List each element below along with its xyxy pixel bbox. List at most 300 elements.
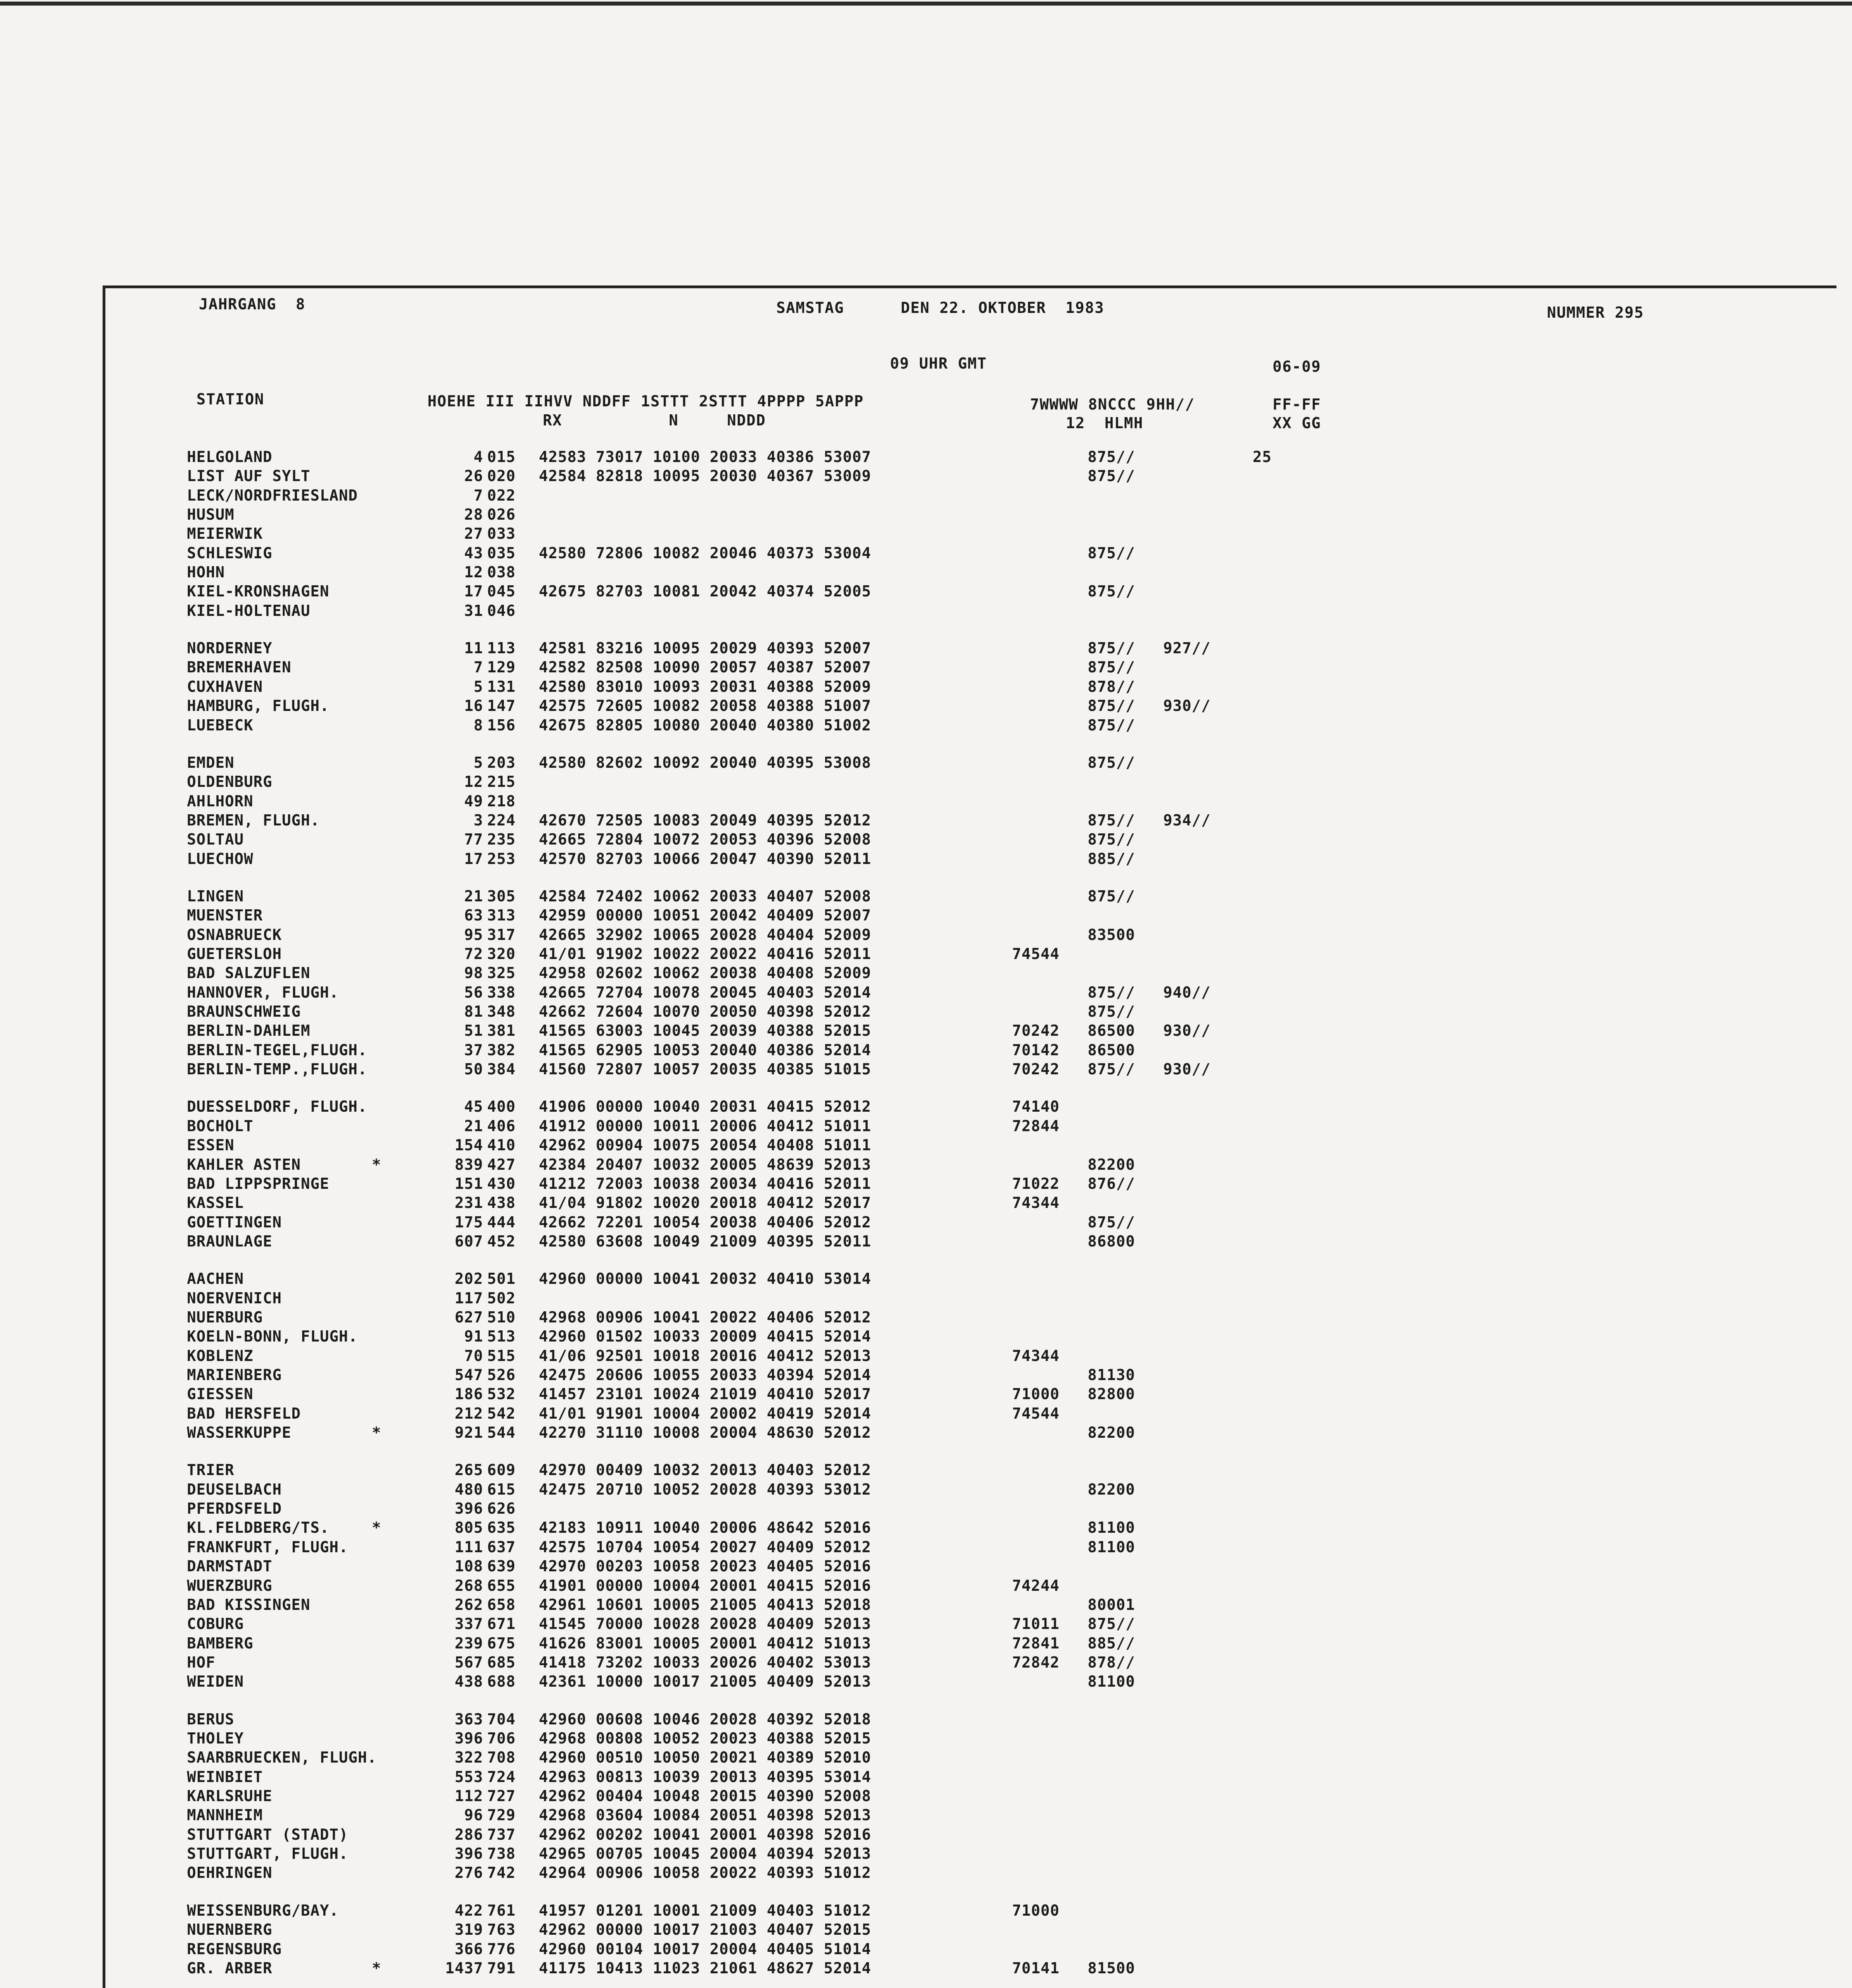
cloud-group: 875// (1088, 448, 1135, 466)
synop-groups: 41175 10413 11023 21061 48627 52014 (539, 1959, 871, 1977)
station-height: 63 (464, 907, 483, 924)
cloud-group: 875// (1088, 639, 1135, 657)
station-index: 203 (487, 754, 516, 771)
station-height: 56 (464, 984, 483, 1001)
synop-groups: 41212 72003 10038 20034 40416 52011 (539, 1175, 871, 1192)
station-height: 70 (464, 1347, 483, 1365)
station-height: 422 (455, 1902, 483, 1919)
station-index: 382 (487, 1041, 516, 1059)
cloud-group: 875// (1088, 544, 1135, 562)
station-height: 49 (464, 792, 483, 810)
synop-groups: 42270 31110 10008 20004 48630 52012 (539, 1424, 871, 1441)
station-name: WEISSENBURG/BAY. (187, 1902, 339, 1919)
station-height: 547 (455, 1366, 483, 1384)
station-name: ESSEN (187, 1136, 235, 1154)
weather-group: 70142 (1012, 1041, 1060, 1059)
station-index: 444 (487, 1213, 516, 1231)
synop-groups: 41906 00000 10040 20031 40415 52012 (539, 1098, 871, 1115)
station-height: 607 (455, 1233, 483, 1250)
synop-groups: 42575 72605 10082 20058 40388 51007 (539, 697, 871, 714)
station-height: 151 (455, 1175, 483, 1192)
synop-groups: 41957 01201 10001 21009 40403 51012 (539, 1902, 871, 1919)
station-index: 724 (487, 1768, 516, 1786)
station-name: BERLIN-DAHLEM (187, 1022, 311, 1039)
station-height: 337 (455, 1615, 483, 1633)
station-name: MUENSTER (187, 907, 263, 924)
issue-number: NUMMER 295 (1547, 304, 1644, 321)
station-height: 16 (464, 697, 483, 714)
station-height: 26 (464, 467, 483, 485)
station-name: LIST AUF SYLT (187, 467, 311, 485)
weather-group: 71000 (1012, 1902, 1060, 1919)
station-height: 81 (464, 1003, 483, 1020)
cloud-group: 875// (1088, 984, 1135, 1001)
cloud-group: 885// (1088, 850, 1135, 868)
synop-groups: 42580 72806 10082 20046 40373 53004 (539, 544, 871, 562)
station-name: KIEL-KRONSHAGEN (187, 582, 330, 600)
station-index: 317 (487, 926, 516, 944)
synop-groups: 42475 20710 10052 20028 40393 53012 (539, 1481, 871, 1498)
cloud-group: 82200 (1088, 1156, 1135, 1173)
station-index: 215 (487, 773, 516, 790)
weather-group: 71022 (1012, 1175, 1060, 1192)
observation-time: 09 UHR GMT (890, 355, 987, 372)
station-name: LECK/NORDFRIESLAND (187, 487, 358, 504)
station-index: 742 (487, 1864, 516, 1881)
jahrgang: JAHRGANG 8 (199, 295, 306, 313)
station-index: 022 (487, 487, 516, 504)
station-name: MARIENBERG (187, 1366, 282, 1384)
station-index: 410 (487, 1136, 516, 1154)
station-name: BAD LIPPSPRINGE (187, 1175, 330, 1192)
station-index: 038 (487, 563, 516, 581)
cloud-group: 81100 (1088, 1673, 1135, 1690)
station-height: 98 (464, 964, 483, 982)
station-height: 805 (455, 1519, 483, 1536)
station-index: 015 (487, 448, 516, 466)
station-index: 020 (487, 467, 516, 485)
station-name: OSNABRUECK (187, 926, 282, 944)
column-right: 7WWWW 8NCCC 9HH// (1030, 396, 1195, 413)
station-index: 727 (487, 1787, 516, 1805)
station-index: 338 (487, 984, 516, 1001)
synop-groups: 41565 62905 10053 20040 40386 52014 (539, 1041, 871, 1059)
station-height: 480 (455, 1481, 483, 1498)
column-codes: HOEHE III IIHVV NDDFF 1STTT 2STTT 4PPPP 5APPP (428, 392, 864, 410)
cloud-group: 875// (1088, 467, 1135, 485)
station-name: NUERNBERG (187, 1921, 272, 1938)
station-index: 791 (487, 1959, 516, 1977)
cloud-group: 86500 (1088, 1041, 1135, 1059)
station-name: KOELN-BONN, FLUGH. (187, 1328, 358, 1345)
station-name: GOETTINGEN (187, 1213, 282, 1231)
synop-groups: 42580 83010 10093 20031 40388 52009 (539, 678, 871, 695)
station-index: 501 (487, 1270, 516, 1287)
station-name: PFERDSFELD (187, 1500, 282, 1517)
station-index: 320 (487, 945, 516, 963)
station-index: 704 (487, 1710, 516, 1728)
station-index: 502 (487, 1289, 516, 1307)
station-name: KAHLER ASTEN (187, 1156, 301, 1173)
station-name: AACHEN (187, 1270, 244, 1287)
cloud-group: 81100 (1088, 1538, 1135, 1556)
station-height: 286 (455, 1826, 483, 1843)
synop-groups: 42960 00104 10017 20004 40405 51014 (539, 1940, 871, 1958)
synop-groups: 42584 72402 10062 20033 40407 52008 (539, 887, 871, 905)
column-right-sub: 12 HLMH (1066, 414, 1144, 432)
station-name: KOBLENZ (187, 1347, 254, 1365)
station-name: STUTTGART (STADT) (187, 1826, 348, 1843)
weather-group: 74344 (1012, 1347, 1060, 1365)
station-index: 224 (487, 812, 516, 829)
cloud-group: 81130 (1088, 1366, 1135, 1384)
synop-groups: 42475 20606 10055 20033 40394 52014 (539, 1366, 871, 1384)
station-index: 737 (487, 1826, 516, 1843)
station-index: 381 (487, 1022, 516, 1039)
synop-groups: 42961 10601 10005 21005 40413 52018 (539, 1596, 871, 1613)
synop-groups: 42665 72704 10078 20045 40403 52014 (539, 984, 871, 1001)
station-index: 708 (487, 1749, 516, 1766)
station-index: 615 (487, 1481, 516, 1498)
station-name: NORDERNEY (187, 639, 272, 657)
cloud-group: 82200 (1088, 1424, 1135, 1441)
station-index: 658 (487, 1596, 516, 1613)
cloud-group: 80001 (1088, 1596, 1135, 1613)
station-name: DUESSELDORF, FLUGH. (187, 1098, 367, 1115)
station-height: 175 (455, 1213, 483, 1231)
station-name: DEUSELBACH (187, 1481, 282, 1498)
station-index: 026 (487, 506, 516, 523)
station-name: KARLSRUHE (187, 1787, 272, 1805)
station-name: LINGEN (187, 887, 244, 905)
cloud-group: 875// (1088, 887, 1135, 905)
station-height: 396 (455, 1500, 483, 1517)
station-height: 21 (464, 887, 483, 905)
station-index: 510 (487, 1309, 516, 1326)
synop-groups: 42970 00409 10032 20013 40403 52012 (539, 1461, 871, 1479)
station-index: 430 (487, 1175, 516, 1192)
station-name: CUXHAVEN (187, 678, 263, 695)
station-index: 544 (487, 1424, 516, 1441)
station-index: 045 (487, 582, 516, 600)
synop-groups: 42962 00904 10075 20054 40408 51011 (539, 1136, 871, 1154)
column-ff-sub: XX GG (1273, 414, 1321, 432)
synop-groups: 42960 00608 10046 20028 40392 52018 (539, 1710, 871, 1728)
hh-group: 930// (1163, 1022, 1211, 1039)
station-index: 688 (487, 1673, 516, 1690)
station-height: 91 (464, 1328, 483, 1345)
synop-groups: 42958 02602 10062 20038 40408 52009 (539, 964, 871, 982)
station-name: SOLTAU (187, 831, 244, 848)
synop-groups: 41565 63003 10045 20039 40388 52015 (539, 1022, 871, 1039)
station-height: 262 (455, 1596, 483, 1613)
station-index: 035 (487, 544, 516, 562)
cloud-group: 875// (1088, 582, 1135, 600)
station-height: 112 (455, 1787, 483, 1805)
station-name: TRIER (187, 1461, 235, 1479)
weather-group: 70242 (1012, 1060, 1060, 1078)
cloud-group: 885// (1088, 1635, 1135, 1652)
station-height: 322 (455, 1749, 483, 1766)
station-name: THOLEY (187, 1730, 244, 1747)
station-index: 305 (487, 887, 516, 905)
station-name: EMDEN (187, 754, 235, 771)
station-index: 542 (487, 1405, 516, 1422)
station-height: 43 (464, 544, 483, 562)
synop-groups: 41457 23101 10024 21019 40410 52017 (539, 1385, 871, 1403)
cloud-group: 82200 (1088, 1481, 1135, 1498)
station-index: 218 (487, 792, 516, 810)
synop-groups: 42962 00202 10041 20001 40398 52016 (539, 1826, 871, 1843)
weather-group: 70242 (1012, 1022, 1060, 1039)
station-name: LUEBECK (187, 716, 254, 734)
gust-period: 06-09 (1273, 358, 1321, 375)
table-frame (103, 285, 1836, 1988)
station-index: 033 (487, 525, 516, 542)
cloud-group: 81100 (1088, 1519, 1135, 1536)
station-height: 72 (464, 945, 483, 963)
cloud-group: 875// (1088, 812, 1135, 829)
cloud-group: 875// (1088, 1213, 1135, 1231)
mountain-marker: * (372, 1519, 381, 1536)
weather-group: 71000 (1012, 1385, 1060, 1403)
station-name: BREMERHAVEN (187, 658, 292, 676)
synop-groups: 42675 82703 10081 20042 40374 52005 (539, 582, 871, 600)
station-height: 154 (455, 1136, 483, 1154)
synop-groups: 42675 82805 10080 20040 40380 51002 (539, 716, 871, 734)
synop-groups: 42968 00906 10041 20022 40406 52012 (539, 1309, 871, 1326)
station-height: 77 (464, 831, 483, 848)
synop-groups: 42960 01502 10033 20009 40415 52014 (539, 1328, 871, 1345)
date: DEN 22. OKTOBER 1983 (901, 299, 1104, 316)
station-name: MEIERWIK (187, 525, 263, 542)
station-index: 776 (487, 1940, 516, 1958)
station-index: 253 (487, 850, 516, 868)
station-name: KASSEL (187, 1194, 244, 1211)
station-name: OLDENBURG (187, 773, 272, 790)
station-height: 28 (464, 506, 483, 523)
station-name: NUERBURG (187, 1309, 263, 1326)
station-height: 567 (455, 1654, 483, 1671)
station-index: 513 (487, 1328, 516, 1345)
station-name: SCHLESWIG (187, 544, 272, 562)
synop-groups: 42580 82602 10092 20040 40395 53008 (539, 754, 871, 771)
station-height: 50 (464, 1060, 483, 1078)
station-height: 96 (464, 1806, 483, 1824)
station-index: 729 (487, 1806, 516, 1824)
station-name: KL.FELDBERG/TS. (187, 1519, 330, 1536)
synop-groups: 42384 20407 10032 20005 48639 52013 (539, 1156, 871, 1173)
station-name: BREMEN, FLUGH. (187, 812, 320, 829)
station-name: HANNOVER, FLUGH. (187, 984, 339, 1001)
station-name: GUETERSLOH (187, 945, 282, 963)
station-index: 129 (487, 658, 516, 676)
cloud-group: 875// (1088, 716, 1135, 734)
station-height: 319 (455, 1921, 483, 1938)
station-name: BERLIN-TEGEL,FLUGH. (187, 1041, 367, 1059)
synop-groups: 42581 83216 10095 20029 40393 52007 (539, 639, 871, 657)
station-name: KIEL-HOLTENAU (187, 602, 311, 619)
station-height: 45 (464, 1098, 483, 1115)
station-height: 5 (474, 678, 483, 695)
station-height: 839 (455, 1156, 483, 1173)
station-height: 276 (455, 1864, 483, 1881)
synop-groups: 41545 70000 10028 20028 40409 52013 (539, 1615, 871, 1633)
station-name: WUERZBURG (187, 1577, 272, 1594)
weather-group: 74244 (1012, 1577, 1060, 1594)
cloud-group: 86500 (1088, 1022, 1135, 1039)
weekday: SAMSTAG (776, 299, 844, 316)
synop-groups: 42959 00000 10051 20042 40409 52007 (539, 907, 871, 924)
synop-groups: 42965 00705 10045 20004 40394 52013 (539, 1845, 871, 1862)
station-name: COBURG (187, 1615, 244, 1633)
station-height: 231 (455, 1194, 483, 1211)
station-height: 4 (474, 448, 483, 466)
cloud-group: 875// (1088, 658, 1135, 676)
station-index: 438 (487, 1194, 516, 1211)
synop-groups: 41/04 91802 10020 20018 40412 52017 (539, 1194, 871, 1211)
station-index: 348 (487, 1003, 516, 1020)
station-height: 212 (455, 1405, 483, 1422)
cloud-group: 83500 (1088, 926, 1135, 944)
station-index: 325 (487, 964, 516, 982)
station-name: HAMBURG, FLUGH. (187, 697, 330, 714)
station-height: 117 (455, 1289, 483, 1307)
station-name: BERLIN-TEMP.,FLUGH. (187, 1060, 367, 1078)
station-index: 313 (487, 907, 516, 924)
synop-groups: 42662 72604 10070 20050 40398 52012 (539, 1003, 871, 1020)
station-name: HOF (187, 1654, 216, 1671)
station-index: 147 (487, 697, 516, 714)
hh-group: 940// (1163, 984, 1211, 1001)
station-height: 921 (455, 1424, 483, 1441)
cloud-group: 876// (1088, 1175, 1135, 1192)
station-name: BRAUNLAGE (187, 1233, 272, 1250)
cloud-group: 875// (1088, 1615, 1135, 1633)
synop-groups: 41912 00000 10011 20006 40412 51011 (539, 1117, 871, 1135)
synop-groups: 42583 73017 10100 20033 40386 53007 (539, 448, 871, 466)
station-height: 17 (464, 850, 483, 868)
synop-groups: 41626 83001 10005 20001 40412 51013 (539, 1635, 871, 1652)
column-codes-sub: RX N NDDD (543, 412, 766, 429)
station-height: 11 (464, 639, 483, 657)
station-index: 156 (487, 716, 516, 734)
station-height: 12 (464, 773, 483, 790)
column-station: STATION (196, 390, 264, 408)
station-name: MANNHEIM (187, 1806, 263, 1824)
synop-groups: 42361 10000 10017 21005 40409 52013 (539, 1673, 871, 1690)
synop-groups: 41901 00000 10004 20001 40415 52016 (539, 1577, 871, 1594)
station-height: 1437 (445, 1959, 483, 1977)
station-index: 113 (487, 639, 516, 657)
station-height: 7 (474, 658, 483, 676)
cloud-group: 875// (1088, 1060, 1135, 1078)
mountain-marker: * (372, 1959, 381, 1977)
synop-groups: 41/01 91902 10022 20022 40416 52011 (539, 945, 871, 963)
hh-group: 930// (1163, 1060, 1211, 1078)
station-name: LUECHOW (187, 850, 254, 868)
station-height: 12 (464, 563, 483, 581)
station-height: 438 (455, 1673, 483, 1690)
synop-groups: 42968 00808 10052 20023 40388 52015 (539, 1730, 871, 1747)
cloud-group: 81500 (1088, 1959, 1135, 1977)
mountain-marker: * (372, 1156, 381, 1173)
weather-group: 72842 (1012, 1654, 1060, 1671)
cloud-group: 875// (1088, 831, 1135, 848)
mountain-marker: * (372, 1424, 381, 1441)
station-index: 515 (487, 1347, 516, 1365)
weather-group: 74544 (1012, 1405, 1060, 1422)
station-name: WEINBIET (187, 1768, 263, 1786)
station-name: HOHN (187, 563, 225, 581)
station-index: 532 (487, 1385, 516, 1403)
station-name: BOCHOLT (187, 1117, 254, 1135)
station-height: 8 (474, 716, 483, 734)
station-height: 108 (455, 1557, 483, 1575)
weather-group: 70141 (1012, 1959, 1060, 1977)
station-height: 366 (455, 1940, 483, 1958)
synop-groups: 42960 00000 10041 20032 40410 53014 (539, 1270, 871, 1287)
station-height: 21 (464, 1117, 483, 1135)
synop-groups: 42960 00510 10050 20021 40389 52010 (539, 1749, 871, 1766)
station-height: 37 (464, 1041, 483, 1059)
station-height: 627 (455, 1309, 483, 1326)
cloud-group: 875// (1088, 697, 1135, 714)
station-index: 427 (487, 1156, 516, 1173)
hh-group: 934// (1163, 812, 1211, 829)
synop-groups: 42584 82818 10095 20030 40367 53009 (539, 467, 871, 485)
station-index: 671 (487, 1615, 516, 1633)
station-height: 3 (474, 812, 483, 829)
station-height: 268 (455, 1577, 483, 1594)
station-height: 51 (464, 1022, 483, 1039)
station-index: 400 (487, 1098, 516, 1115)
station-name: REGENSBURG (187, 1940, 282, 1958)
station-index: 675 (487, 1635, 516, 1652)
synop-groups: 42970 00203 10058 20023 40405 52016 (539, 1557, 871, 1575)
synop-groups: 42962 00404 10048 20015 40390 52008 (539, 1787, 871, 1805)
station-name: WEIDEN (187, 1673, 244, 1690)
station-height: 553 (455, 1768, 483, 1786)
station-name: FRANKFURT, FLUGH. (187, 1538, 348, 1556)
synop-groups: 42962 00000 10017 21003 40407 52015 (539, 1921, 871, 1938)
weather-group: 72841 (1012, 1635, 1060, 1652)
synop-groups: 42575 10704 10054 20027 40409 52012 (539, 1538, 871, 1556)
station-height: 363 (455, 1710, 483, 1728)
synop-groups: 42570 82703 10066 20047 40390 52011 (539, 850, 871, 868)
station-name: STUTTGART, FLUGH. (187, 1845, 348, 1862)
hh-group: 930// (1163, 697, 1211, 714)
synop-groups: 42662 72201 10054 20038 40406 52012 (539, 1213, 871, 1231)
synop-groups: 42963 00813 10039 20013 40395 53014 (539, 1768, 871, 1786)
weather-group: 72844 (1012, 1117, 1060, 1135)
station-index: 637 (487, 1538, 516, 1556)
station-index: 131 (487, 678, 516, 695)
station-height: 396 (455, 1845, 483, 1862)
station-name: SAARBRUECKEN, FLUGH. (187, 1749, 377, 1766)
cloud-group: 82800 (1088, 1385, 1135, 1403)
weather-group: 71011 (1012, 1615, 1060, 1633)
station-index: 763 (487, 1921, 516, 1938)
station-index: 635 (487, 1519, 516, 1536)
station-name: WASSERKUPPE (187, 1424, 292, 1441)
station-height: 186 (455, 1385, 483, 1403)
station-name: BAMBERG (187, 1635, 254, 1652)
station-index: 452 (487, 1233, 516, 1250)
synop-groups: 42580 63608 10049 21009 40395 52011 (539, 1233, 871, 1250)
station-index: 046 (487, 602, 516, 619)
station-height: 111 (455, 1538, 483, 1556)
